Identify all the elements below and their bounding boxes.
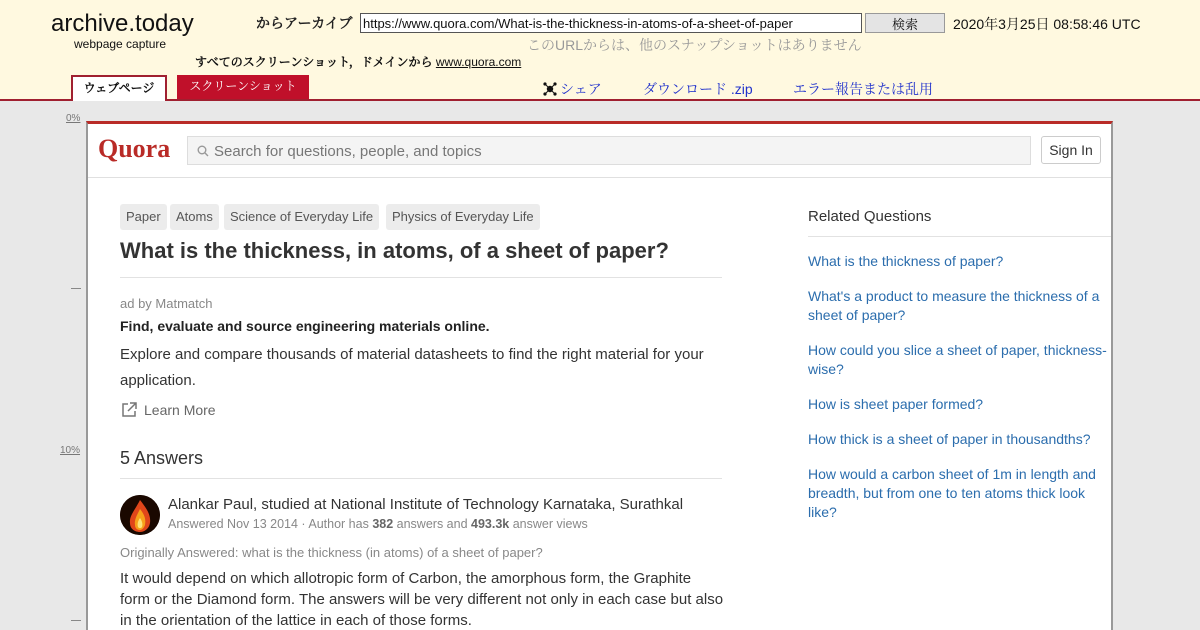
question-title: What is the thickness, in atoms, of a sheet of paper? [120, 238, 669, 263]
divider [808, 236, 1113, 237]
answers-word: answers and [396, 517, 468, 531]
scale-label-0[interactable]: 0% [66, 113, 81, 124]
quora-search-input[interactable] [187, 136, 1031, 165]
share-link[interactable] [543, 79, 602, 99]
search-icon [197, 145, 209, 157]
topic-tag[interactable]: Atoms [170, 204, 219, 230]
answer-meta [168, 517, 588, 531]
archive-search-button[interactable]: 検索 [865, 13, 945, 33]
no-snapshots-notice: このURLからは、他のスナップショットはありません [527, 37, 862, 53]
avatar[interactable] [120, 495, 160, 535]
scale-label-10[interactable]: 10% [60, 445, 81, 456]
answer-author[interactable]: Alankar Paul, studied at National Institute of Technology Karnataka, Surathkal [168, 496, 684, 513]
answers-count: 382 [372, 517, 394, 531]
external-link-icon [120, 401, 138, 419]
scale-tick [71, 620, 81, 621]
captured-page [86, 121, 1113, 630]
archive-logo[interactable]: archive.today [51, 10, 194, 37]
report-link[interactable]: エラー報告または乱用 [793, 81, 933, 97]
related-question-link[interactable]: How thick is a sheet of paper in thousandths? [808, 431, 1091, 447]
archive-tagline: webpage capture [74, 37, 167, 51]
views-count: 493.3k [471, 517, 510, 531]
originally-answered[interactable]: Originally Answered: what is the thickness (in atoms) of a sheet of paper? [120, 545, 543, 560]
sign-in-button[interactable]: Sign In [1041, 136, 1101, 164]
tab-screenshot[interactable]: スクリーンショット [177, 75, 309, 99]
related-questions-heading: Related Questions [808, 208, 932, 225]
search-placeholder: Search for questions, people, and topics [214, 143, 482, 160]
scale-tick [71, 288, 81, 289]
archive-header [0, 0, 1200, 101]
capture-timestamp: 2020年3月25日 08:58:46 UTC [953, 16, 1141, 32]
topic-tag[interactable]: Science of Everyday Life [224, 204, 379, 230]
learn-more-link[interactable] [120, 401, 216, 419]
divider [120, 277, 722, 278]
related-question-link[interactable]: How would a carbon sheet of 1m in length and breadth, but from one to ten atoms thick look like? [808, 466, 1096, 520]
flame-avatar-image [120, 495, 160, 535]
share-label: シェア [560, 81, 602, 97]
download-zip-link[interactable]: ダウンロード .zip [643, 81, 753, 97]
domain-link[interactable]: www.quora.com [435, 55, 522, 69]
archive-url-input[interactable] [360, 13, 862, 33]
archive-from-label: からアーカイブ [256, 15, 353, 31]
ad-body: Explore and compare thousands of material datasheets to find the right material for your application. [120, 346, 704, 389]
related-question-link[interactable]: What is the thickness of paper? [808, 253, 1004, 269]
topic-tag[interactable]: Paper [120, 204, 167, 230]
quora-header [88, 124, 1113, 178]
topic-tag[interactable]: Physics of Everyday Life [386, 204, 540, 230]
views-word: answer views [512, 517, 588, 531]
tab-webpage[interactable]: ウェブページ [71, 75, 167, 101]
answer-text: It would depend on which allotropic form of Carbon, the amorphous form, the Graphite form or the Diamond form. The answers will be very different not only in each case but also in the orientation of the lattice in each of those forms. [120, 570, 724, 629]
related-questions-list [808, 252, 1113, 538]
all-screenshots-label: すべてのスクリーンショット，ドメインから [195, 55, 433, 69]
divider [120, 478, 722, 479]
all-screenshots-row [195, 53, 521, 70]
ad-attribution: ad by Matmatch [120, 296, 213, 311]
ad-headline[interactable]: Find, evaluate and source engineering materials online. [120, 318, 490, 334]
related-question-link[interactable]: What's a product to measure the thickness of a sheet of paper? [808, 288, 1100, 323]
answer-count: 5 Answers [120, 448, 204, 468]
related-question-link[interactable]: How is sheet paper formed? [808, 396, 984, 412]
share-icon [543, 82, 557, 96]
answered-date: Answered Nov 13 2014 · Author has [168, 517, 369, 531]
quora-logo[interactable]: Quora [98, 134, 171, 163]
related-question-link[interactable]: How could you slice a sheet of paper, thickness-wise? [808, 342, 1107, 377]
learn-more-label: Learn More [144, 402, 216, 418]
